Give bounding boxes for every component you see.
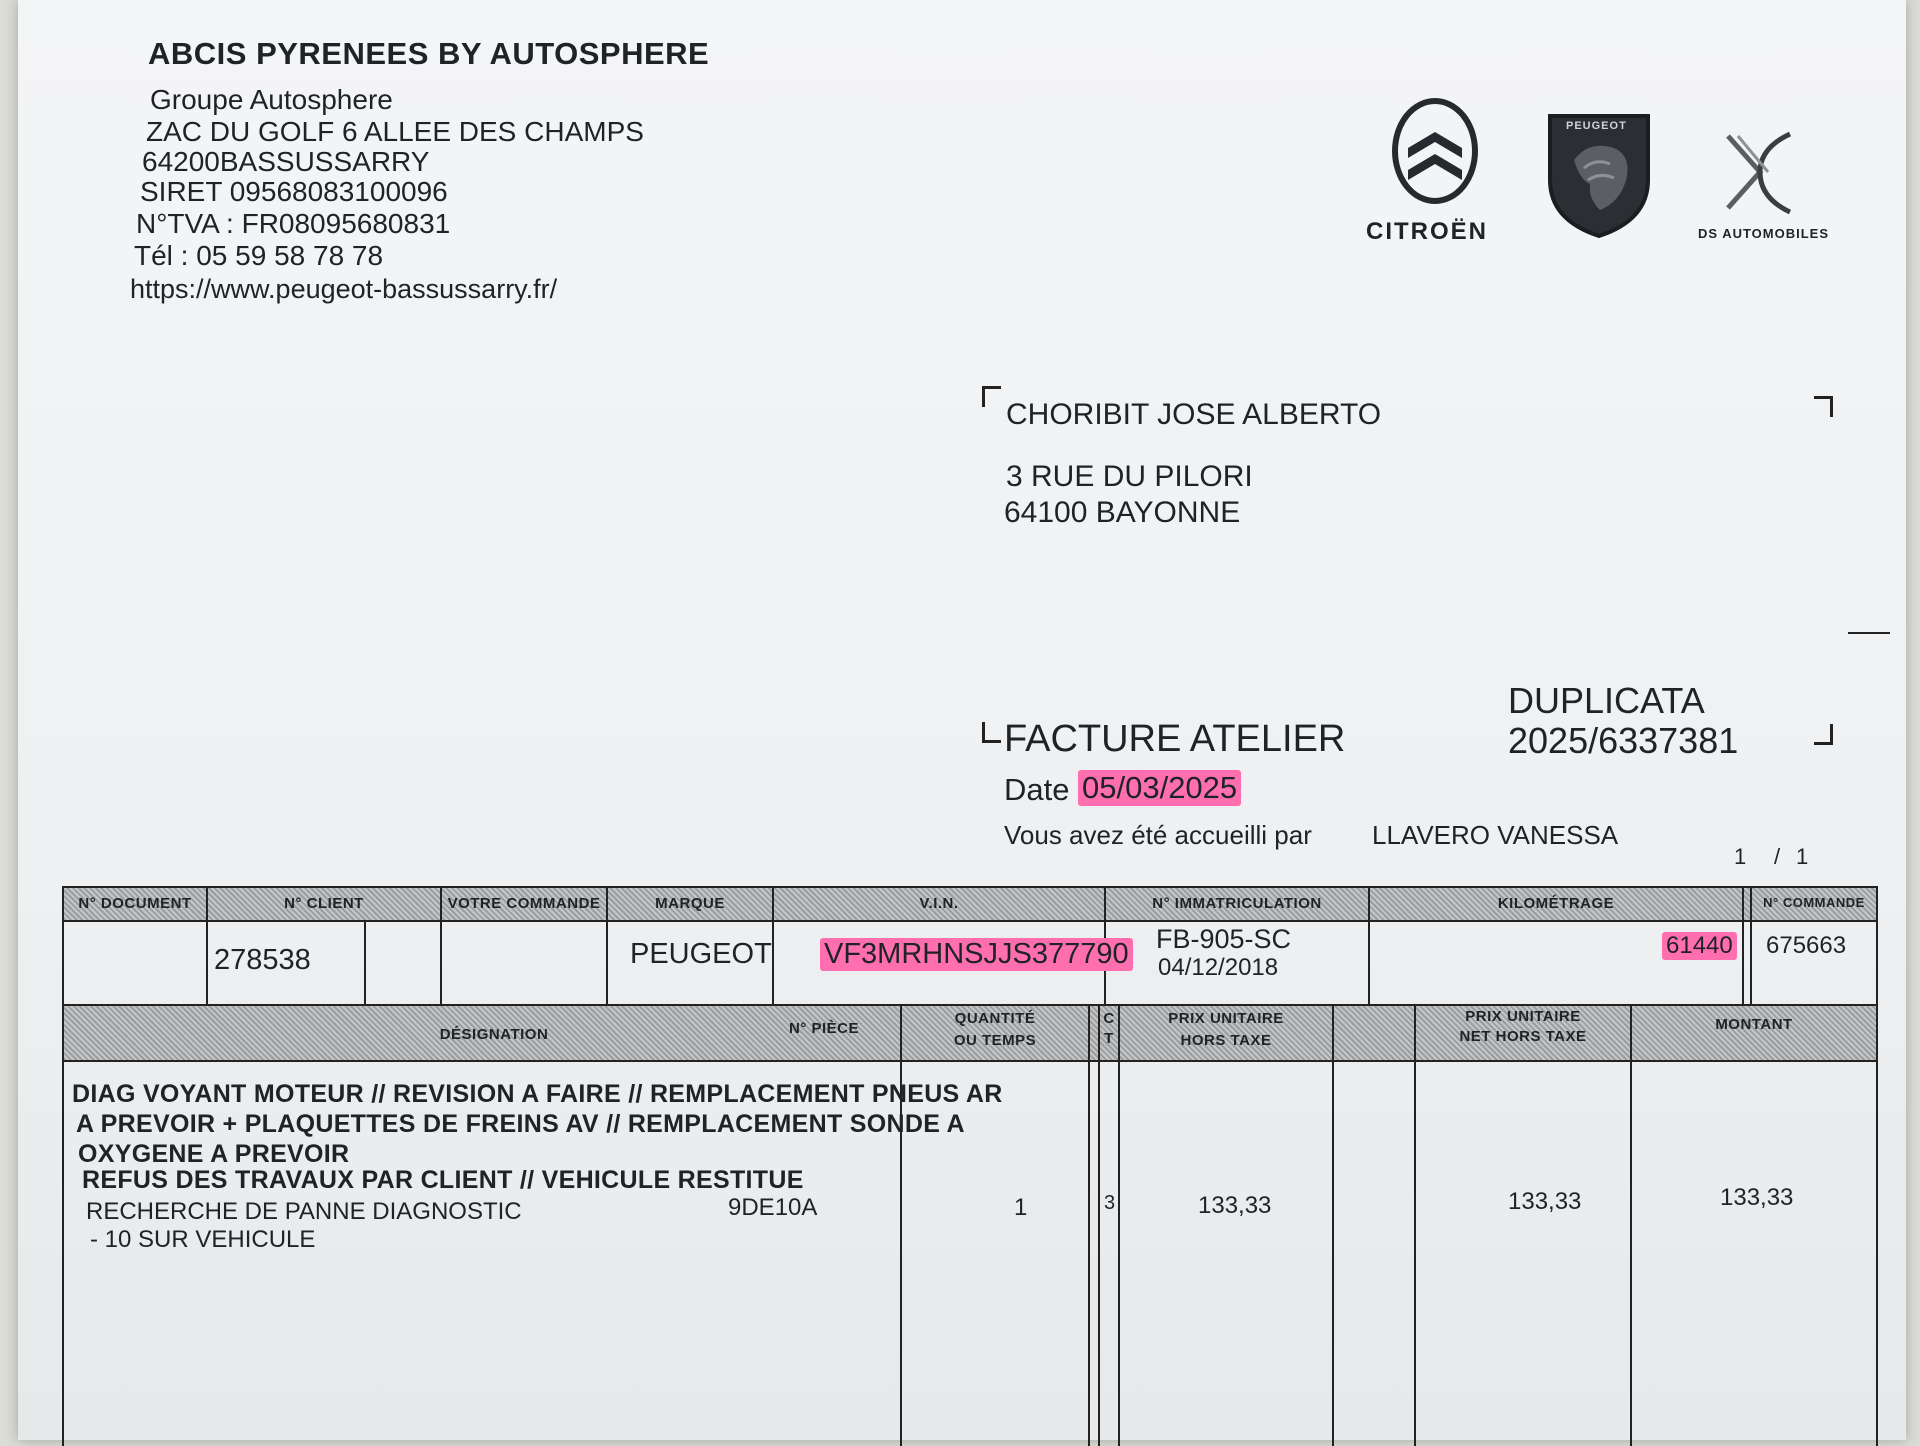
peugeot-logo-caption: PEUGEOT [1566, 120, 1627, 132]
ds-monogram-icon [1720, 128, 1800, 223]
comment-line: OXYGENE A PREVOIR [78, 1140, 350, 1168]
company-group: Groupe Autosphere [150, 84, 393, 115]
item-net-unit-price: 133,33 [1508, 1188, 1582, 1215]
welcome-label: Vous avez été accueilli par [1004, 820, 1312, 850]
address-window-corner [982, 722, 1001, 743]
item-designation: RECHERCHE DE PANNE DIAGNOSTIC [86, 1198, 522, 1225]
header-part-number: N° PIÈCE [788, 1020, 859, 1037]
header-amount: MONTANT [1715, 1016, 1793, 1033]
client-number: 278538 [214, 944, 311, 976]
vehicle-registration: FB-905-SC [1156, 924, 1292, 954]
item-part-number: 9DE10A [728, 1194, 818, 1221]
header-quantity-time: OU TEMPS [953, 1032, 1037, 1049]
citroen-logo-caption: CITROËN [1366, 218, 1488, 245]
header-net-unit-price: PRIX UNITAIRE [1465, 1008, 1581, 1025]
header-vin: V.I.N. [919, 895, 959, 912]
item-quantity: 1 [1014, 1194, 1028, 1221]
company-street: ZAC DU GOLF 6 ALLEE DES CHAMPS [146, 116, 644, 147]
citroen-double-chevron-icon [1390, 96, 1480, 211]
recipient-name: CHORIBIT JOSE ALBERTO [1006, 398, 1382, 431]
item-designation-continued: - 10 SUR VEHICULE [90, 1226, 316, 1253]
header-unit-price-ht: HORS TAXE [1180, 1032, 1272, 1049]
date-label: Date [1004, 772, 1070, 807]
duplicate-label: DUPLICATA [1508, 680, 1705, 721]
comment-line: DIAG VOYANT MOTEUR // REVISION A FAIRE // REMPLACEMENT PNEUS AR [72, 1080, 1003, 1108]
item-amount: 133,33 [1720, 1184, 1794, 1211]
header-client-number: N° CLIENT [284, 895, 364, 912]
header-your-order: VOTRE COMMANDE [447, 895, 601, 912]
header-net-unit-price-ht: NET HORS TAXE [1459, 1028, 1587, 1045]
advisor-name: LLAVERO VANESSA [1372, 820, 1619, 850]
header-document-number: N° DOCUMENT [78, 895, 192, 912]
address-window-corner [1814, 396, 1833, 417]
header-registration: N° IMMATRICULATION [1152, 895, 1322, 912]
invoice-date: 05/03/2025 [1078, 770, 1241, 806]
vehicle-vin: VF3MRHNSJJS377790 [820, 938, 1133, 971]
company-website: https://www.peugeot-bassussarry.fr/ [130, 274, 558, 304]
header-brand: MARQUE [655, 895, 725, 912]
invoice-number: 2025/6337381 [1508, 720, 1739, 761]
header-mileage: KILOMÉTRAGE [1497, 895, 1615, 912]
header-unit-price: PRIX UNITAIRE [1168, 1010, 1284, 1027]
company-vat: N°TVA : FR08095680831 [136, 208, 451, 239]
header-quantity: QUANTITÉ [954, 1010, 1036, 1027]
order-number: 675663 [1766, 932, 1847, 959]
ds-logo-caption: DS AUTOMOBILES [1698, 226, 1830, 241]
address-window-corner [982, 386, 1001, 407]
page-number-current: 1 [1734, 844, 1747, 869]
header-ct-2: T [1104, 1030, 1114, 1047]
item-unit-price: 133,33 [1198, 1192, 1272, 1219]
invoice-lines-table [62, 1004, 1878, 1446]
page-number-separator: / [1774, 844, 1781, 869]
recipient-street: 3 RUE DU PILORI [1006, 460, 1253, 493]
invoice-page [18, 0, 1906, 1440]
comment-line: REFUS DES TRAVAUX PAR CLIENT // VEHICULE RESTITUE [82, 1166, 804, 1194]
address-window-corner [1814, 724, 1833, 745]
header-ct: C [1103, 1010, 1115, 1027]
company-phone: Tél : 05 59 58 78 78 [134, 240, 384, 271]
item-ct: 3 [1104, 1192, 1116, 1214]
company-name: ABCIS PYRENEES BY AUTOSPHERE [148, 36, 710, 71]
vehicle-info-table [62, 886, 1878, 1008]
company-siret: SIRET 09568083100096 [140, 176, 448, 207]
invoice-title: FACTURE ATELIER [1004, 718, 1346, 760]
header-designation: DÉSIGNATION [439, 1026, 549, 1043]
company-city: 64200BASSUSSARRY [142, 146, 430, 177]
comment-line: A PREVOIR + PLAQUETTES DE FREINS AV // REMPLACEMENT SONDE A [76, 1110, 965, 1138]
fold-mark [1848, 632, 1890, 634]
vehicle-mileage: 61440 [1662, 932, 1737, 960]
header-order-number: N° COMMANDE [1763, 895, 1865, 910]
page-number-total: 1 [1796, 844, 1809, 869]
recipient-city: 64100 BAYONNE [1004, 496, 1241, 529]
vehicle-brand: PEUGEOT [630, 938, 772, 970]
registration-date: 04/12/2018 [1158, 954, 1279, 981]
